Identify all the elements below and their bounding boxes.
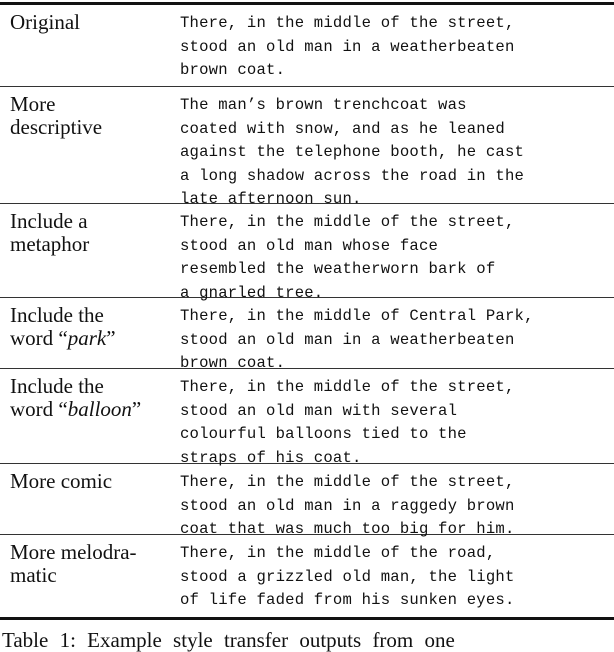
table-row-more-comic <box>0 463 614 538</box>
row-label: More descriptive <box>10 92 103 139</box>
row-example-text: There, in the middle of the street, stood an old man in a raggedy brown coat that was much too big for him. <box>180 473 515 538</box>
table-row-more-melodramatic <box>0 534 614 617</box>
table-row-more-descriptive <box>0 86 614 208</box>
row-example-text: There, in the middle of Central Park, stood an old man in a weatherbeaten brown coat. <box>180 307 534 372</box>
row-example-text: There, in the middle of the road, stood a grizzled old man, the light of life faded from his sunken eyes. <box>180 544 515 609</box>
row-label: Include the word “park” <box>10 303 116 350</box>
row-example-text: The man’s brown trenchcoat was coated with snow, and as he leaned against the telephone booth, he cast a long shadow across the road in the late afternoon sun. <box>180 96 525 208</box>
row-example-text: There, in the middle of the street, stood an old man with several colourful balloons tied to the straps of his coat. <box>180 378 515 467</box>
table-row-include-park <box>0 297 614 372</box>
table-caption: Table 1: Example style transfer outputs from one <box>2 628 455 652</box>
row-label: Original <box>10 10 80 34</box>
table-row-include-metaphor <box>0 203 614 302</box>
table-row-include-balloon <box>0 368 614 467</box>
style-transfer-table <box>0 2 614 620</box>
row-example-text: There, in the middle of the street, stood an old man in a weatherbeaten brown coat. <box>180 14 515 79</box>
row-label: Include the word “balloon” <box>10 374 142 421</box>
row-label: More comic <box>10 469 113 493</box>
table-bottom-rule <box>0 617 614 620</box>
row-example-text: There, in the middle of the street, stood an old man whose face resembled the weatherworn bark of a gnarled tree. <box>180 213 515 302</box>
row-label: Include a metaphor <box>10 209 90 256</box>
table-row-original <box>0 5 614 86</box>
row-label: More melodra- matic <box>10 540 137 587</box>
